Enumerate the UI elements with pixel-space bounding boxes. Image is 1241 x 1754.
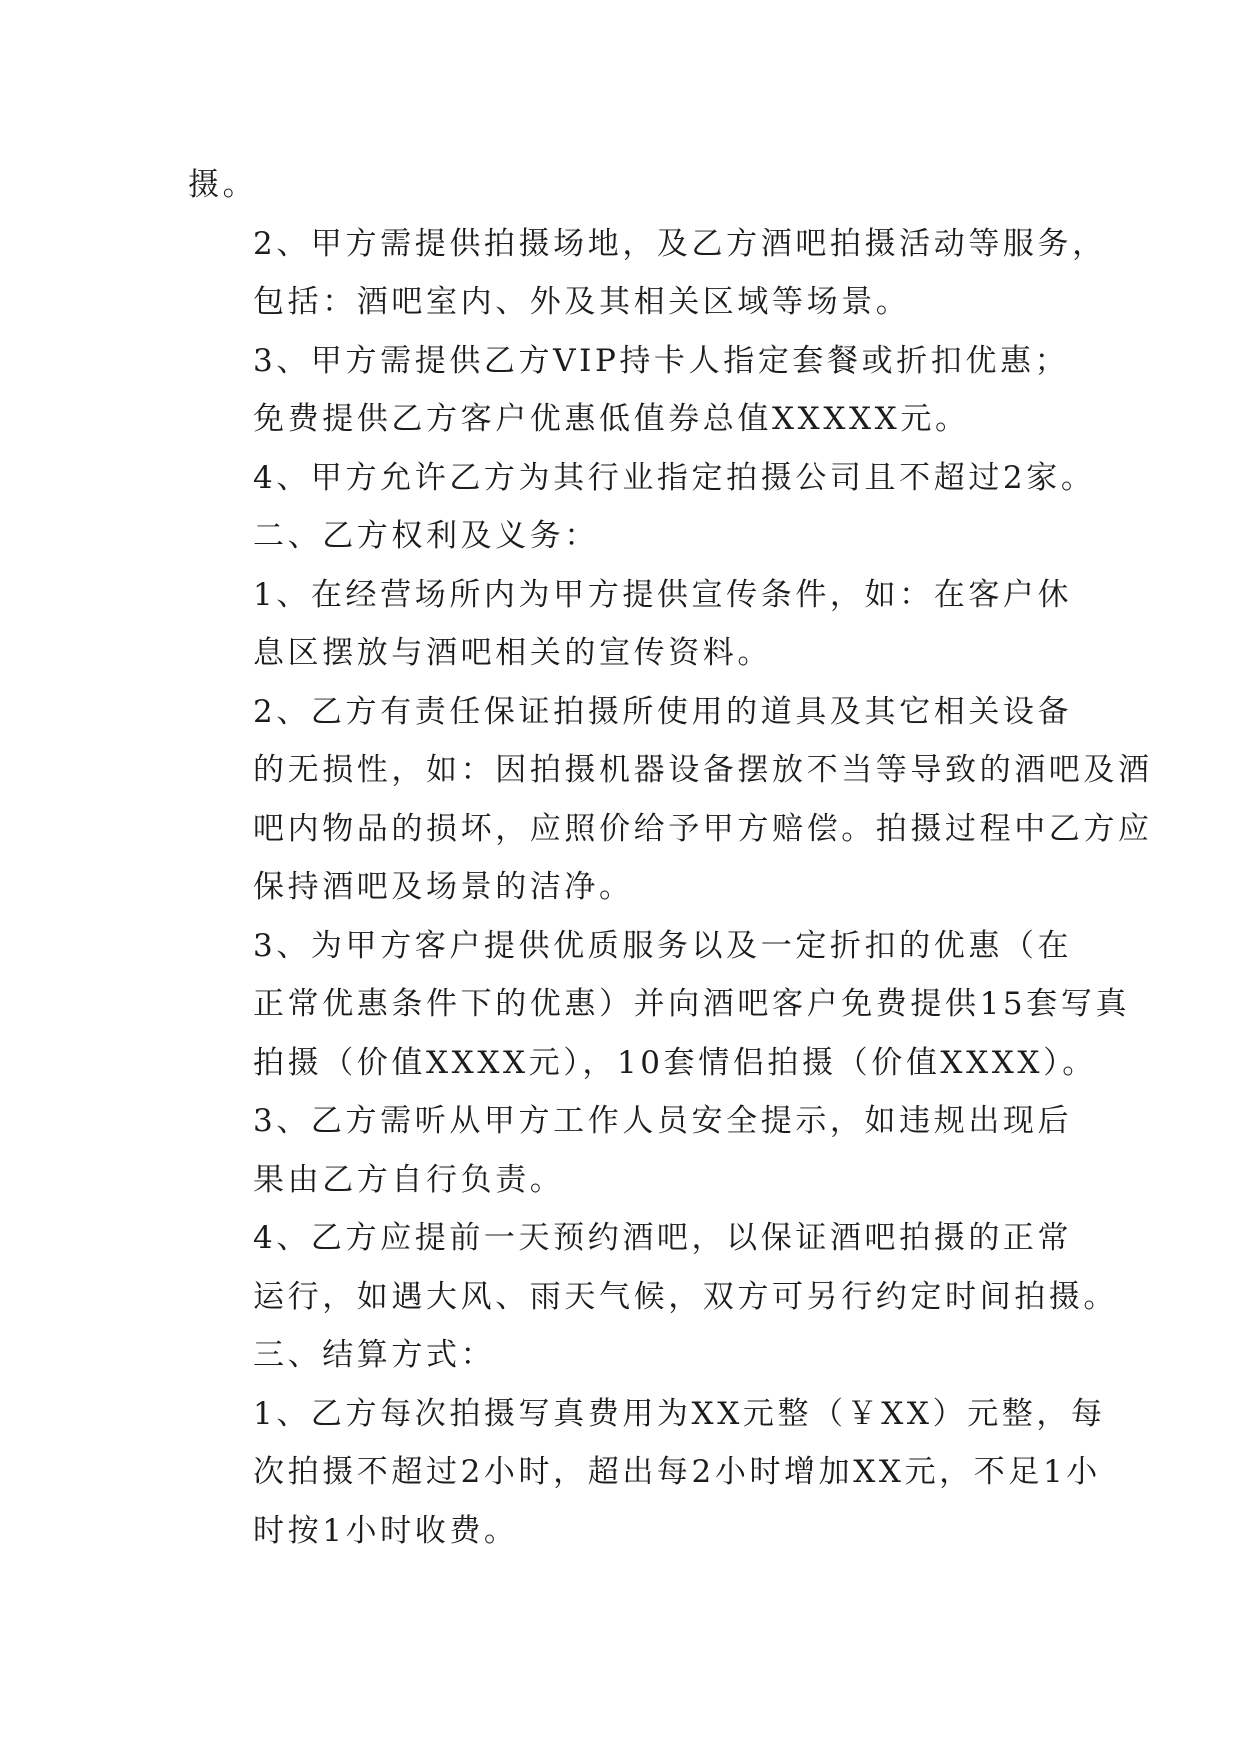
text-line: 2、乙方有责任保证拍摄所使用的道具及其它相关设备 [253,693,1073,730]
paragraph [188,1385,1106,1561]
text-line: 时按1小时收费。 [253,1512,519,1549]
text-line: 1、乙方每次拍摄写真费用为XX元整（￥XX）元整，每 [253,1395,1106,1432]
text-line: 正常优惠条件下的优惠）并向酒吧客户免费提供15套写真 [253,986,1131,1022]
text-line: 4、乙方应提前一天预约酒吧，以保证酒吧拍摄的正常 [253,1220,1073,1256]
text-line: 三、结算方式： [253,1337,496,1373]
text-line: 1、在经营场所内为甲方提供宣传条件，如：在客户休 [253,576,1073,613]
text-line: 包括：酒吧室内、外及其相关区域等场景。 [253,284,911,320]
paragraph [188,1326,1058,1385]
text-line: 息区摆放与酒吧相关的宣传资料。 [253,635,772,671]
paragraph [188,1209,1118,1326]
paragraph [188,332,1070,449]
paragraph [188,1092,1073,1209]
paragraph [188,507,1058,566]
document-body [188,156,1153,1560]
text-line: 3、乙方需听从甲方工作人员安全提示，如违规出现后 [253,1103,1073,1139]
text-line: 拍摄（价值XXXX元），10套情侣拍摄（价值XXXX）。 [253,1044,1097,1081]
text-line: 二、乙方权利及义务： [253,518,599,554]
paragraph [188,917,1131,1093]
text-line: 保持酒吧及场景的洁净。 [253,869,634,905]
text-line: 免费提供乙方客户优惠低值券总值XXXXX元。 [253,401,970,437]
text-line: 3、为甲方客户提供优质服务以及一定折扣的优惠（在 [253,927,1073,964]
paragraph [188,566,1073,683]
paragraph [188,156,1058,215]
text-line: 的无损性，如：因拍摄机器设备摆放不当等导致的酒吧及酒 [253,752,1153,788]
text-line: 2、甲方需提供拍摄场地，及乙方酒吧拍摄活动等服务， [253,225,1107,262]
text-line: 4、甲方允许乙方为其行业指定拍摄公司且不超过2家。 [253,459,1096,496]
text-line: 吧内物品的损坏，应照价给予甲方赔偿。拍摄过程中乙方应 [253,810,1153,847]
text-line: 3、甲方需提供乙方VIP持卡人指定套餐或折扣优惠； [253,342,1070,379]
text-line: 次拍摄不超过2小时，超出每2小时增加XX元，不足1小 [253,1454,1101,1490]
paragraph [188,449,1096,508]
text-line: 运行，如遇大风、雨天气候，双方可另行约定时间拍摄。 [253,1278,1118,1315]
paragraph [188,215,1107,332]
paragraph [188,683,1153,917]
text-line: 摄。 [188,167,258,203]
text-line: 果由乙方自行负责。 [253,1161,565,1198]
